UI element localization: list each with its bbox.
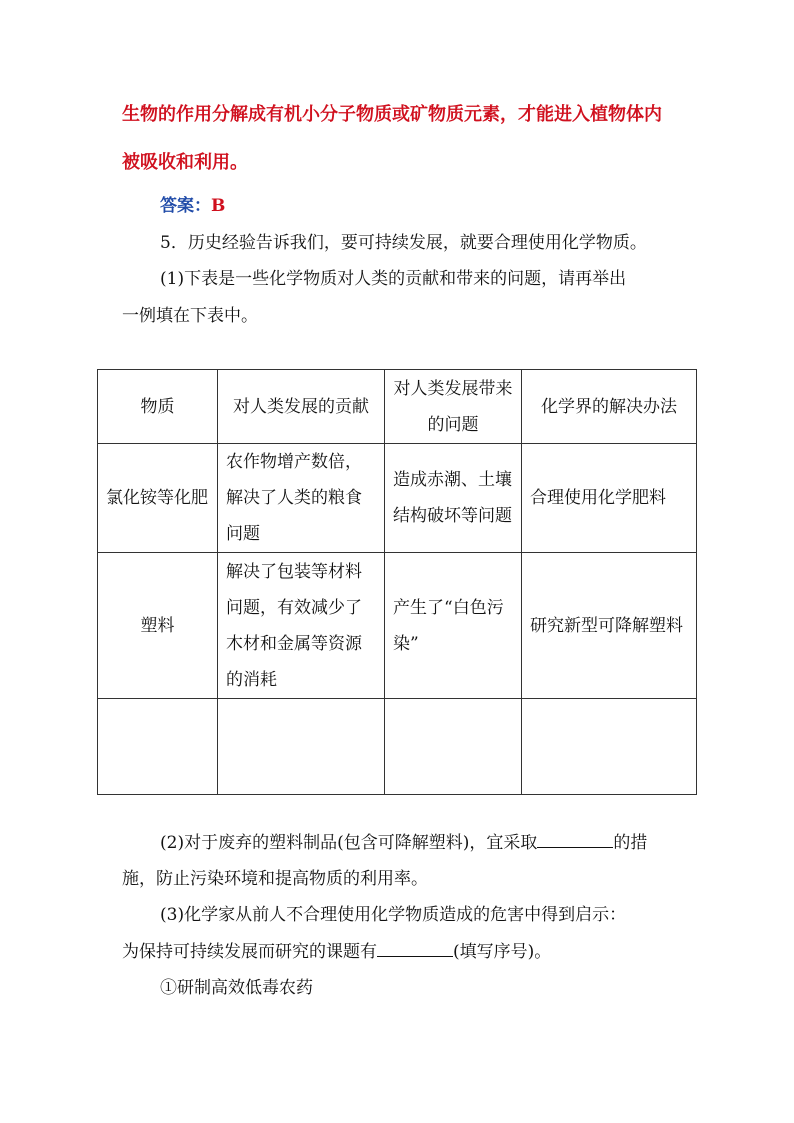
cell-empty[interactable]	[98, 699, 218, 795]
chemical-table	[97, 369, 697, 795]
part3-blank[interactable]	[377, 940, 453, 957]
cell-empty[interactable]	[385, 699, 522, 795]
part2-blank[interactable]	[537, 831, 613, 848]
table-header-row	[98, 370, 697, 444]
explanation-line-2: 被吸收和利用。	[122, 152, 248, 173]
table-row-empty	[98, 699, 697, 795]
part1-line-2: 一例填在下表中。	[122, 306, 258, 326]
cell-solution: 研究新型可降解塑料	[522, 553, 697, 699]
part2-text-b: 的措	[613, 833, 648, 853]
cell-problem: 造成赤潮、土壤结构破坏等问题	[385, 444, 522, 553]
explanation-line-1: 生物的作用分解成有机小分子物质或矿物质元素，才能进入植物体内	[122, 104, 662, 125]
part2-line-1	[160, 831, 647, 854]
header-contribution: 对人类发展的贡献	[218, 370, 385, 444]
cell-contribution: 解决了包装等材料问题，有效减少了木材和金属等资源的消耗	[218, 553, 385, 699]
answer-line	[160, 195, 225, 217]
part1-line-1: (1)下表是一些化学物质对人类的贡献和带来的问题，请再举出	[160, 269, 627, 289]
cell-problem: 产生了“白色污染”	[385, 553, 522, 699]
table-row	[98, 444, 697, 553]
part2-line-2: 施，防止污染环境和提高物质的利用率。	[122, 869, 428, 889]
part3-line-2	[122, 940, 551, 963]
part2-text-a: (2)对于废弃的塑料制品(包含可降解塑料)，宜采取	[160, 833, 538, 853]
option-1: ①研制高效低毒农药	[160, 978, 313, 998]
part3-line-1: (3)化学家从前人不合理使用化学物质造成的危害中得到启示：	[160, 905, 627, 925]
answer-label: 答案：	[160, 196, 211, 216]
header-problem: 对人类发展带来的问题	[385, 370, 522, 444]
cell-contribution: 农作物增产数倍，解决了人类的粮食问题	[218, 444, 385, 553]
table-row	[98, 553, 697, 699]
cell-substance: 塑料	[98, 553, 218, 699]
cell-solution: 合理使用化学肥料	[522, 444, 697, 553]
cell-empty[interactable]	[218, 699, 385, 795]
cell-empty[interactable]	[522, 699, 697, 795]
answer-value: B	[211, 196, 226, 216]
header-substance: 物质	[98, 370, 218, 444]
header-solution: 化学界的解决办法	[522, 370, 697, 444]
part3-text-b: (填写序号)。	[453, 942, 552, 962]
cell-substance: 氯化铵等化肥	[98, 444, 218, 553]
question-5-stem: 5．历史经验告诉我们，要可持续发展，就要合理使用化学物质。	[160, 233, 647, 253]
part3-text-a: 为保持可持续发展而研究的课题有	[122, 942, 377, 962]
